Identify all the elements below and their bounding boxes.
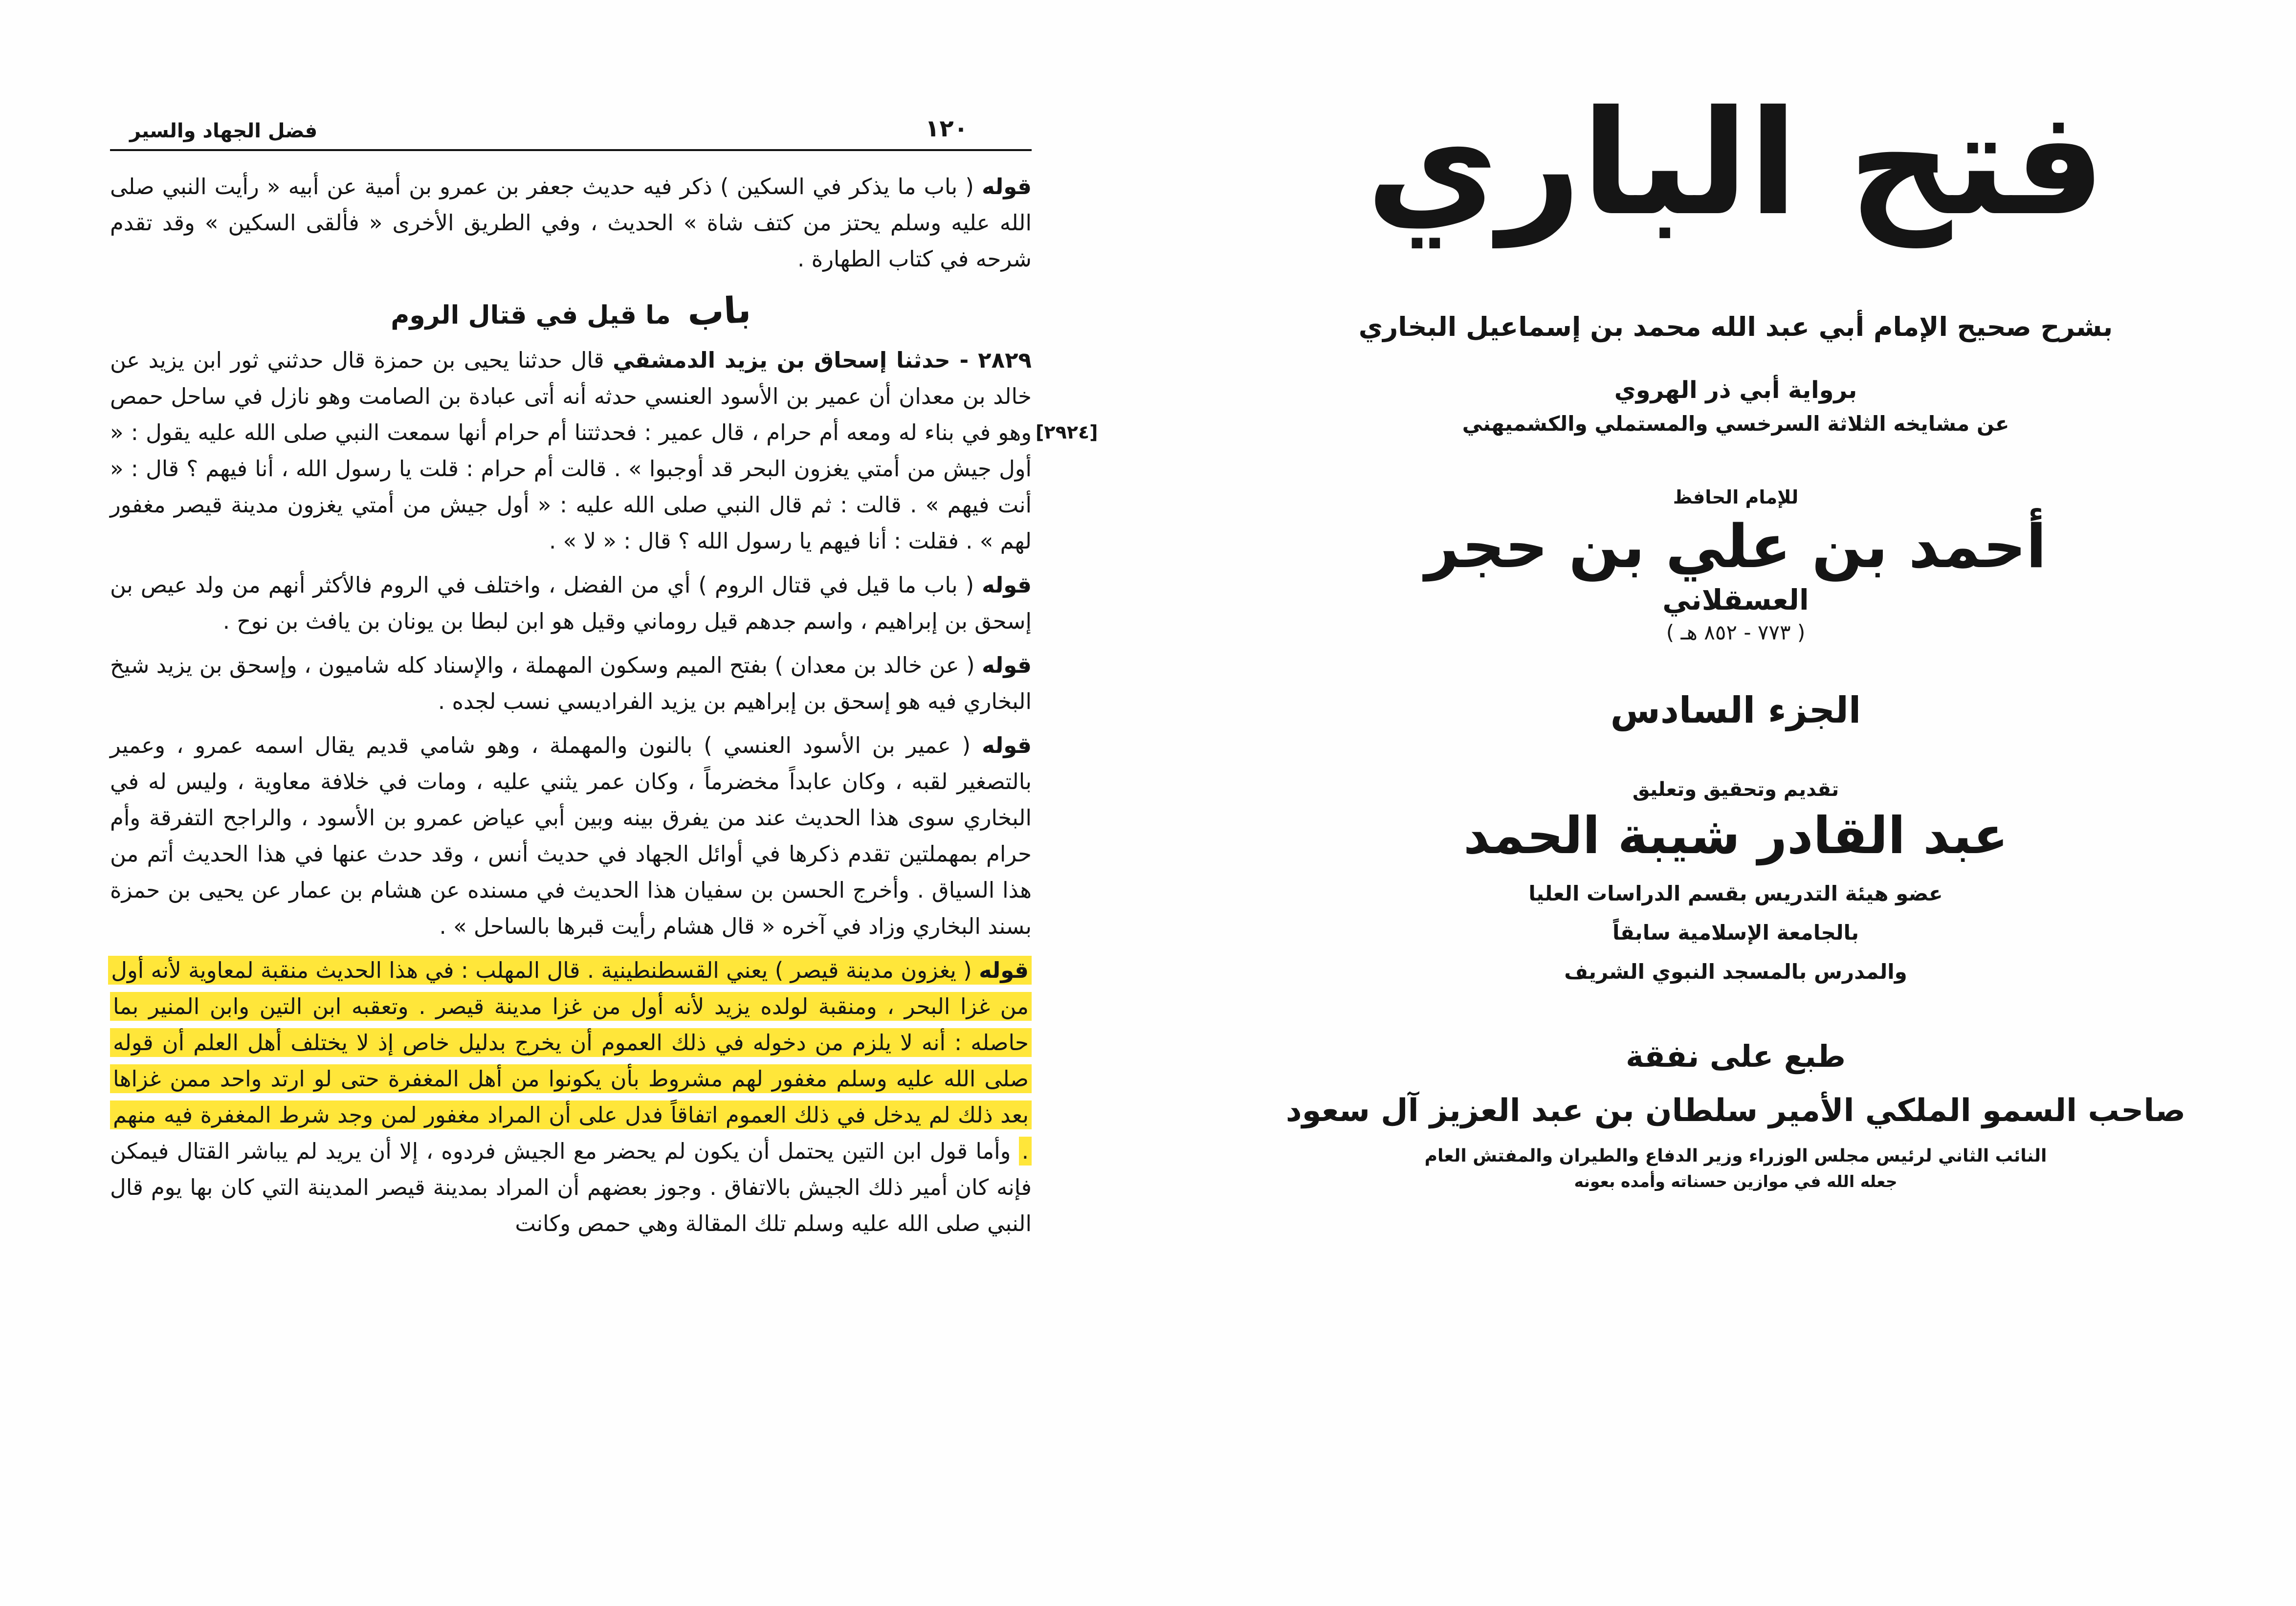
- patron-name: صاحب السمو الملكي الأمير سلطان بن عبد العزيز آل سعود: [1285, 1092, 2186, 1129]
- commentary-text: ( عمير بن الأسود العنسي ) بالنون والمهملة ، وهو شامي قديم يقال اسمه عمرو ، وعمير بالتصغير لقبه ، وكان عابداً مخضرماً ، وكان عمر يثني عليه ، ومات في خلافة معاوية ، وليس له في البخاري سوى هذا الحديث عند من يفرق بينه وبين أبي عياض عمرو بن الأسود ، والراجح التفرقة وأم حرام بمهملتين تقدم ذكرها في أوائل الجهاد في حديث أنس ، وقد حدث عنها في هذا الحديث أتم من هذا السياق . وأخرج الحسن بن سفيان هذا الحديث في مسنده عن هشام بن عمار عن يحيى بن حمزة بسند البخاري وزاد في آخره « قال هشام رأيت قبرها بالساحل » .: [110, 732, 1032, 939]
- book-title-calligraphy: فتح الباري: [1366, 79, 2106, 247]
- commentary-text-after-highlight: وأما قول ابن التين يحتمل أن يكون لم يحضر مع الجيش فردوه ، إلا أن يريد لم يباشر القتال فيمكن فإنه كان أمير ذلك الجيش بالاتفاق . وجوز بعضهم أن المراد بمدينة قيصر المدينة التي كان بها يوم قال النبي صلى الله عليه وسلم تلك المقالة وهي حمص وكانت: [110, 1138, 1032, 1236]
- book-subtitle: بشرح صحيح الإمام أبي عبد الله محمد بن إسماعيل البخاري: [1358, 311, 2113, 342]
- running-header: فضل الجهاد والسير: [130, 120, 318, 142]
- narration-line: برواية أبي ذر الهروي: [1614, 376, 1857, 404]
- commentary-paragraph-2: [110, 647, 1032, 720]
- header-rule: [110, 149, 1032, 151]
- left-page-body: [110, 169, 1032, 1242]
- patron-blessing-line: جعله الله في موازين حسناته وأمده بعونه: [1574, 1171, 1898, 1191]
- printed-at-expense-line: طبع على نفقة: [1626, 1038, 1846, 1074]
- author-honorific: للإمام الحافظ: [1673, 486, 1799, 508]
- highlighted-text: ( يغزون مدينة قيصر ) يعني القسطنطينية . قال المهلب : في هذا الحديث منقبة لمعاوية لأنه أول من غزا البحر ، ومنقبة لولده يزيد لأنه أول من غزا مدينة قيصر . وتعقبه ابن التين وابن المنير بما حاصله : أنه لا يلزم من دخوله في ذلك العموم أن يخرج بدليل خاص إذ لا يختلف أهل العلم أن قوله صلى الله عليه وسلم مغفور لهم مشروط بأن يكونوا من أهل المغفرة حتى لو ارتد واحد ممن غزاها بعد ذلك لم يدخل في ذلك العموم اتفاقاً فدل على أن المراد مغفور لمن وجد شرط المغفرة فيه منهم .: [111, 957, 1029, 1164]
- qawluhu-label: قوله: [982, 572, 1032, 598]
- patron-official-title: النائب الثاني لرئيس مجلس الوزراء وزير الدفاع والطيران والمفتش العام: [1424, 1145, 2047, 1166]
- qawluhu-label: قوله: [982, 652, 1032, 678]
- hadith-text: قال حدثنا يحيى بن حمزة قال حدثني ثور ابن يزيد عن خالد بن معدان أن عمير بن الأسود العنسي حدثه أنه أتى عبادة بن الصامت وهو نازل في ساحل حمص وهو في بناء له ومعه أم حرام ، قال عمير : فحدثتنا أم حرام أنها سمعت النبي صلى الله عليه يقول : « أول جيش من أمتي يغزون البحر قد أوجبوا » . قالت أم حرام : قلت يا رسول الله ، أنا فيهم ؟ قال : « أنت فيهم » . قالت : ثم قال النبي صلى الله عليه : « أول جيش من أمتي يغزون مدينة قيصر مغفور لهم » . فقلت : أنا فيهم يا رسول الله ؟ قال : « لا » .: [110, 347, 1032, 554]
- chapter-heading: [110, 290, 1032, 333]
- cross-reference-number: [٢٩٢٤]: [1036, 421, 1098, 443]
- editor-name-calligraphy: عبد القادر شيبة الحمد: [1463, 806, 2008, 866]
- qawluhu-label: قوله: [982, 732, 1032, 758]
- bab-calligraphy: باب: [686, 288, 752, 334]
- chapter-title: ما قيل في قتال الروم: [391, 301, 671, 330]
- editor-role-line: تقديم وتحقيق وتعليق: [1632, 778, 1839, 801]
- page-number: ١٢٠: [925, 115, 968, 142]
- left-page: [110, 115, 1032, 1250]
- commentary-paragraph-1: [110, 567, 1032, 639]
- qawluhu-label: قوله: [979, 957, 1029, 983]
- editor-credential-2: بالجامعة الإسلامية سابقاً: [1612, 920, 1859, 945]
- volume-number: الجزء السادس: [1610, 689, 1861, 732]
- highlight-marker: [108, 956, 1032, 1166]
- commentary-text: ( باب ما قيل في قتال الروم ) أي من الفضل ، واختلف في الروم فالأكثر أنهم من ولد عيص بن إسحق بن إبراهيم ، واسم جدهم قيل روماني وقيل هو ابن لبطا بن يونان بن يافث بن نوح .: [110, 572, 1032, 634]
- qawluhu-label: قوله: [982, 174, 1032, 199]
- author-dates: ( ٧٧٣ - ٨٥٢ هـ ): [1666, 620, 1806, 645]
- hadith-number-opening: ٢٨٢٩ - حدثنا إسحاق بن يزيد الدمشقي: [613, 347, 1032, 373]
- commentary-text: ( عن خالد بن معدان ) بفتح الميم وسكون المهملة ، والإسناد كله شاميون ، وإسحق بن يزيد شيخ البخاري فيه هو إسحق بن إبراهيم بن يزيد الفراديسي نسب لجده .: [110, 652, 1032, 714]
- left-page-header: [110, 115, 1032, 142]
- editor-credential-3: والمدرس بالمسجد النبوي الشريف: [1564, 959, 1907, 984]
- editor-credential-1: عضو هيئة التدريس بقسم الدراسات العليا: [1528, 881, 1943, 906]
- commentary-paragraph-3: [110, 727, 1032, 945]
- title-page: [1281, 73, 2190, 1191]
- paragraph-knife-chapter: [110, 169, 1032, 277]
- hadith-paragraph: [110, 342, 1032, 559]
- author-name-calligraphy: أحمد بن علي بن حجر: [1425, 511, 2047, 581]
- narrators-line: عن مشايخه الثلاثة السرخسي والمستملي والكشميهني: [1462, 411, 2009, 436]
- paragraph-text: ( باب ما يذكر في السكين ) ذكر فيه حديث جعفر بن عمرو بن أمية عن أبيه « رأيت النبي صلى الله عليه وسلم يحتز من كتف شاة » الحديث ، وفي الطريق الأخرى « فألقى السكين » وقد تقدم شرحه في كتاب الطهارة .: [110, 174, 1032, 272]
- commentary-paragraph-4-highlighted: [110, 952, 1032, 1242]
- author-nisba: العسقلاني: [1662, 583, 1809, 617]
